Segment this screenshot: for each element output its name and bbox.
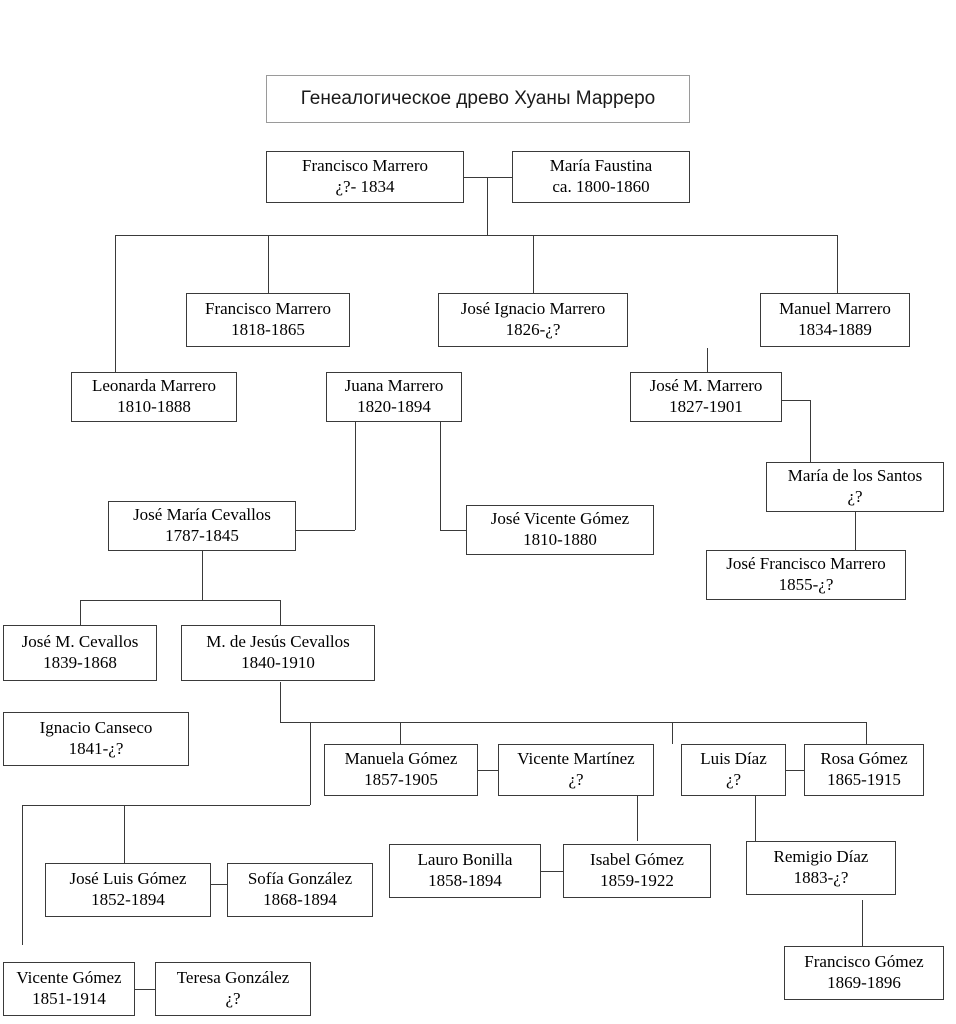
connector: [440, 422, 441, 530]
person-name: María Faustina: [549, 156, 653, 176]
person-node[interactable]: [324, 744, 478, 796]
person-name: M. de Jesús Cevallos: [206, 632, 350, 652]
person-dates: 1818-1865: [231, 320, 305, 339]
person-dates: ¿?: [725, 770, 742, 789]
person-name: Manuela Gómez: [344, 749, 458, 769]
person-dates: 1859-1922: [600, 871, 674, 890]
connector: [211, 884, 227, 885]
person-name: Francisco Marrero: [301, 156, 429, 176]
person-name: Teresa González: [176, 968, 290, 988]
person-dates: 1810-1880: [523, 530, 597, 549]
person-node[interactable]: [630, 372, 782, 422]
person-name: Juana Marrero: [344, 376, 444, 396]
person-name: Leonarda Marrero: [91, 376, 217, 396]
connector: [268, 235, 269, 293]
connector: [672, 722, 673, 744]
connector: [786, 770, 804, 771]
connector: [855, 512, 856, 550]
connector: [202, 551, 203, 600]
person-name: José Francisco Marrero: [726, 554, 886, 574]
person-name: José Vicente Gómez: [490, 509, 630, 529]
connector: [810, 400, 811, 462]
person-node[interactable]: [681, 744, 786, 796]
person-node[interactable]: [498, 744, 654, 796]
person-node[interactable]: [227, 863, 373, 917]
person-name: Manuel Marrero: [779, 299, 891, 319]
connector: [440, 530, 466, 531]
person-dates: 1855-¿?: [778, 575, 834, 594]
person-node[interactable]: [3, 962, 135, 1016]
connector: [862, 900, 863, 946]
connector: [280, 682, 281, 722]
diagram-title: Генеалогическое древо Хуаны Марреро: [266, 75, 690, 123]
person-dates: 1851-1914: [32, 989, 106, 1008]
connector: [355, 422, 356, 530]
person-node[interactable]: [706, 550, 906, 600]
connector: [477, 770, 499, 771]
connector: [541, 871, 563, 872]
person-name: Francisco Gómez: [804, 952, 924, 972]
person-dates: 1858-1894: [428, 871, 502, 890]
person-dates: ¿?: [847, 487, 863, 506]
person-name: Sofía González: [247, 869, 353, 889]
person-node[interactable]: [3, 625, 157, 681]
person-dates: 1868-1894: [263, 890, 337, 909]
connector: [280, 600, 281, 625]
connector: [533, 235, 534, 293]
person-name: Ignacio Canseco: [39, 718, 153, 738]
person-name: Luis Díaz: [700, 749, 767, 769]
person-node[interactable]: [186, 293, 350, 347]
person-dates: 1841-¿?: [68, 739, 124, 758]
person-node[interactable]: [804, 744, 924, 796]
connector: [135, 989, 155, 990]
person-name: Vicente Gómez: [16, 968, 122, 988]
person-dates: ¿?: [568, 770, 584, 789]
connector: [637, 795, 638, 841]
connector: [782, 400, 810, 401]
person-node[interactable]: [466, 505, 654, 555]
person-node[interactable]: [181, 625, 375, 681]
person-node[interactable]: [389, 844, 541, 898]
person-dates: 1834-1889: [798, 320, 872, 339]
person-dates: 1869-1896: [827, 973, 901, 992]
person-name: María de los Santos: [787, 466, 923, 486]
person-node[interactable]: [326, 372, 462, 422]
person-name: Francisco Marrero: [204, 299, 332, 319]
connector: [755, 795, 756, 844]
person-node[interactable]: [266, 151, 464, 203]
person-name: Rosa Gómez: [820, 749, 908, 769]
person-name: José M. Cevallos: [21, 632, 139, 652]
person-name: Vicente Martínez: [517, 749, 635, 769]
person-dates: 1827-1901: [669, 397, 743, 416]
person-name: José M. Marrero: [649, 376, 763, 396]
connector: [487, 177, 488, 235]
person-dates: 1820-1894: [357, 397, 431, 416]
connector: [22, 805, 23, 945]
person-dates: 1810-1888: [117, 397, 191, 416]
person-dates: 1852-1894: [91, 890, 165, 909]
person-dates: 1857-1905: [364, 770, 438, 789]
person-node[interactable]: [784, 946, 944, 1000]
person-dates: 1865-1915: [827, 770, 901, 789]
connector: [80, 600, 81, 625]
connector: [280, 722, 866, 723]
connector: [310, 722, 311, 805]
connector: [837, 235, 838, 293]
connector: [124, 805, 125, 863]
person-dates: 1883-¿?: [793, 868, 849, 887]
connector: [464, 177, 512, 178]
connector: [80, 600, 280, 601]
person-dates: 1826-¿?: [505, 320, 561, 339]
person-dates: 1840-1910: [241, 653, 315, 672]
person-name: Lauro Bonilla: [417, 850, 513, 870]
person-name: Remigio Díaz: [773, 847, 869, 867]
connector: [115, 235, 116, 380]
person-dates: 1839-1868: [43, 653, 117, 672]
person-name: José María Cevallos: [133, 505, 271, 525]
person-node[interactable]: [438, 293, 628, 347]
person-node[interactable]: [108, 501, 296, 551]
connector: [296, 530, 355, 531]
connector: [115, 235, 837, 236]
person-node[interactable]: [155, 962, 311, 1016]
person-name: Isabel Gómez: [590, 850, 684, 870]
person-name: José Ignacio Marrero: [460, 299, 606, 319]
person-node[interactable]: [45, 863, 211, 917]
person-node[interactable]: [512, 151, 690, 203]
connector: [866, 722, 867, 744]
person-name: José Luis Gómez: [69, 869, 187, 889]
person-dates: ¿?: [225, 989, 241, 1008]
connector: [400, 722, 401, 744]
person-node[interactable]: [563, 844, 711, 898]
person-node[interactable]: [3, 712, 189, 766]
person-dates: 1787-1845: [165, 526, 239, 545]
person-dates: ca. 1800-1860: [552, 177, 650, 196]
connector: [22, 805, 310, 806]
person-node[interactable]: [746, 841, 896, 895]
person-node[interactable]: [766, 462, 944, 512]
person-node[interactable]: [760, 293, 910, 347]
person-dates: ¿?- 1834: [335, 177, 395, 196]
person-node[interactable]: [71, 372, 237, 422]
